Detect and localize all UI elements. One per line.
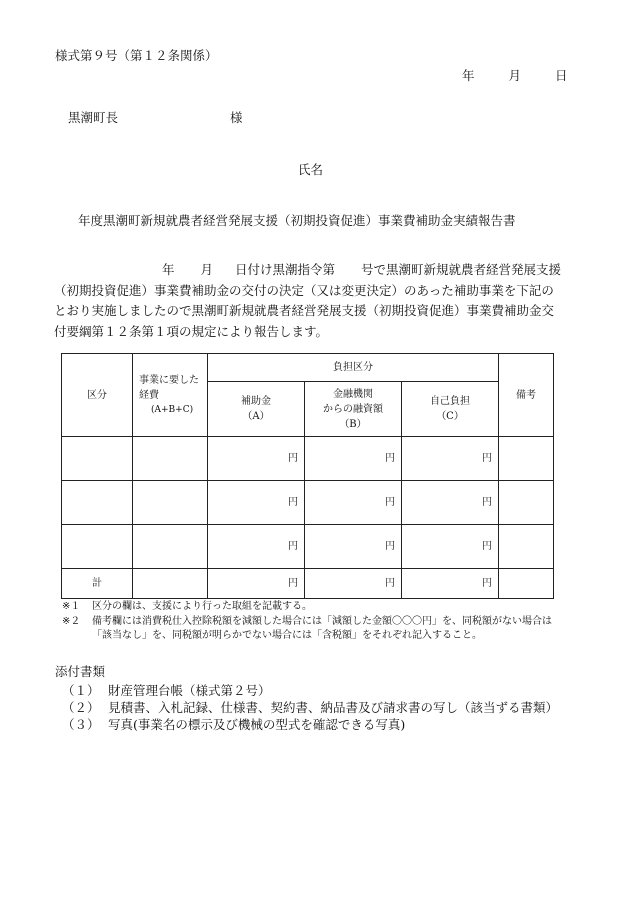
cell-loan: 円 (305, 481, 402, 525)
attachment-text: 財産管理台帳（様式第２号） (108, 683, 271, 698)
cell-self: 円 (402, 525, 499, 569)
cell-self: 円 (402, 481, 499, 525)
date-line (462, 66, 567, 84)
attachment-number: （２） (62, 700, 100, 715)
cell-subsidy: 円 (208, 437, 305, 481)
header-expense-label: 事業に要した経費 (139, 374, 199, 401)
cell-remarks (499, 569, 554, 599)
document-title: 年度黒潮町新規就農者経営発展支援（初期投資促進）事業費補助金実績報告書 (78, 213, 516, 228)
date-month: 月 (508, 68, 521, 83)
cell-expense (133, 569, 208, 599)
header-self (402, 382, 499, 437)
date-year: 年 (462, 68, 475, 83)
header-loan-line1: 金融機関 (333, 388, 373, 400)
header-expense (133, 354, 208, 437)
date-day: 日 (554, 68, 568, 83)
cell-self: 円 (402, 569, 499, 599)
addressee (68, 108, 243, 126)
attachments-list (62, 682, 572, 733)
header-loan-sub: （B） (339, 418, 367, 430)
table-row (62, 481, 554, 525)
cell-loan: 円 (305, 525, 402, 569)
body-year: 年 (162, 262, 175, 277)
report-table (61, 353, 554, 599)
attachments-title: 添付書類 (55, 664, 106, 679)
cell-subsidy: 円 (208, 569, 305, 599)
applicant-name-label: 氏名 (298, 162, 324, 177)
cell-remarks (499, 437, 554, 481)
header-loan-line2: からの融資額 (323, 403, 383, 415)
table-row (62, 437, 554, 481)
header-burden: 負担区分 (208, 354, 499, 382)
attachment-text: 見積書、入札記録、仕様書、契約書、納品書及び請求書の写し（該当ずる書類） (108, 700, 559, 715)
attachment-text: 写真(事業名の標示及び機械の型式を確認できる写真) (108, 717, 406, 732)
header-self-sub: （C） (436, 411, 464, 422)
note-text: 備考欄には消費税仕入控除税額を減額した場合には「減額した金額〇〇〇円」を、同税額がない場合は「該当なし」を、同税額が明らかでない場合には「含税額」をそれぞれ記入すること。 (92, 615, 552, 641)
cell-category (62, 437, 133, 481)
cell-remarks (499, 481, 554, 525)
header-subsidy-label: 補助金 (241, 396, 271, 407)
note-text: 区分の欄は、支援により行った取組を記載する。 (92, 601, 312, 612)
header-expense-sub: (A+B+C) (151, 404, 194, 415)
attachment-number: （３） (62, 717, 100, 732)
body-text-2: 号で黒潮町新規就農者経営発展支援（初期投資促進）事業費補助金の交付の決定（又は変更決定）のあった補助事業を下記のとおり実施しましたので黒潮町新規就農者経営発展支援（初期投資促進）事業費補助金交付要綱第１２条第１項の規定により報告します。 (54, 262, 562, 339)
table-row (62, 525, 554, 569)
table-total-row (62, 569, 554, 599)
cell-self: 円 (402, 437, 499, 481)
form-number: 様式第９号（第１２条関係） (55, 48, 218, 63)
header-loan (305, 382, 402, 437)
cell-subsidy: 円 (208, 481, 305, 525)
cell-expense (133, 525, 208, 569)
cell-category (62, 525, 133, 569)
header-subsidy-sub: （A） (242, 411, 270, 422)
cell-subsidy: 円 (208, 525, 305, 569)
list-item (62, 716, 572, 733)
note-mark: ※２ (62, 615, 81, 627)
total-label: 計 (62, 569, 133, 599)
cell-category (62, 481, 133, 525)
cell-loan: 円 (305, 437, 402, 481)
note-mark: ※１ (62, 601, 81, 612)
body-text-1: 日付け黒潮指令第 (235, 262, 336, 277)
header-remarks: 備考 (499, 354, 554, 437)
cell-remarks (499, 525, 554, 569)
header-self-label: 自己負担 (430, 396, 471, 407)
body-paragraph (54, 260, 566, 342)
note-item (62, 600, 562, 615)
note-item (62, 615, 562, 644)
cell-expense (133, 481, 208, 525)
list-item (62, 682, 572, 699)
notes (62, 600, 562, 644)
cell-expense (133, 437, 208, 481)
cell-loan: 円 (305, 569, 402, 599)
attachment-number: （１） (62, 683, 100, 698)
header-category: 区分 (62, 354, 133, 437)
body-month: 月 (200, 262, 214, 277)
list-item (62, 699, 572, 716)
header-subsidy (208, 382, 305, 437)
addressee-honorific: 様 (230, 110, 243, 125)
addressee-name: 黒潮町長 (68, 110, 119, 125)
